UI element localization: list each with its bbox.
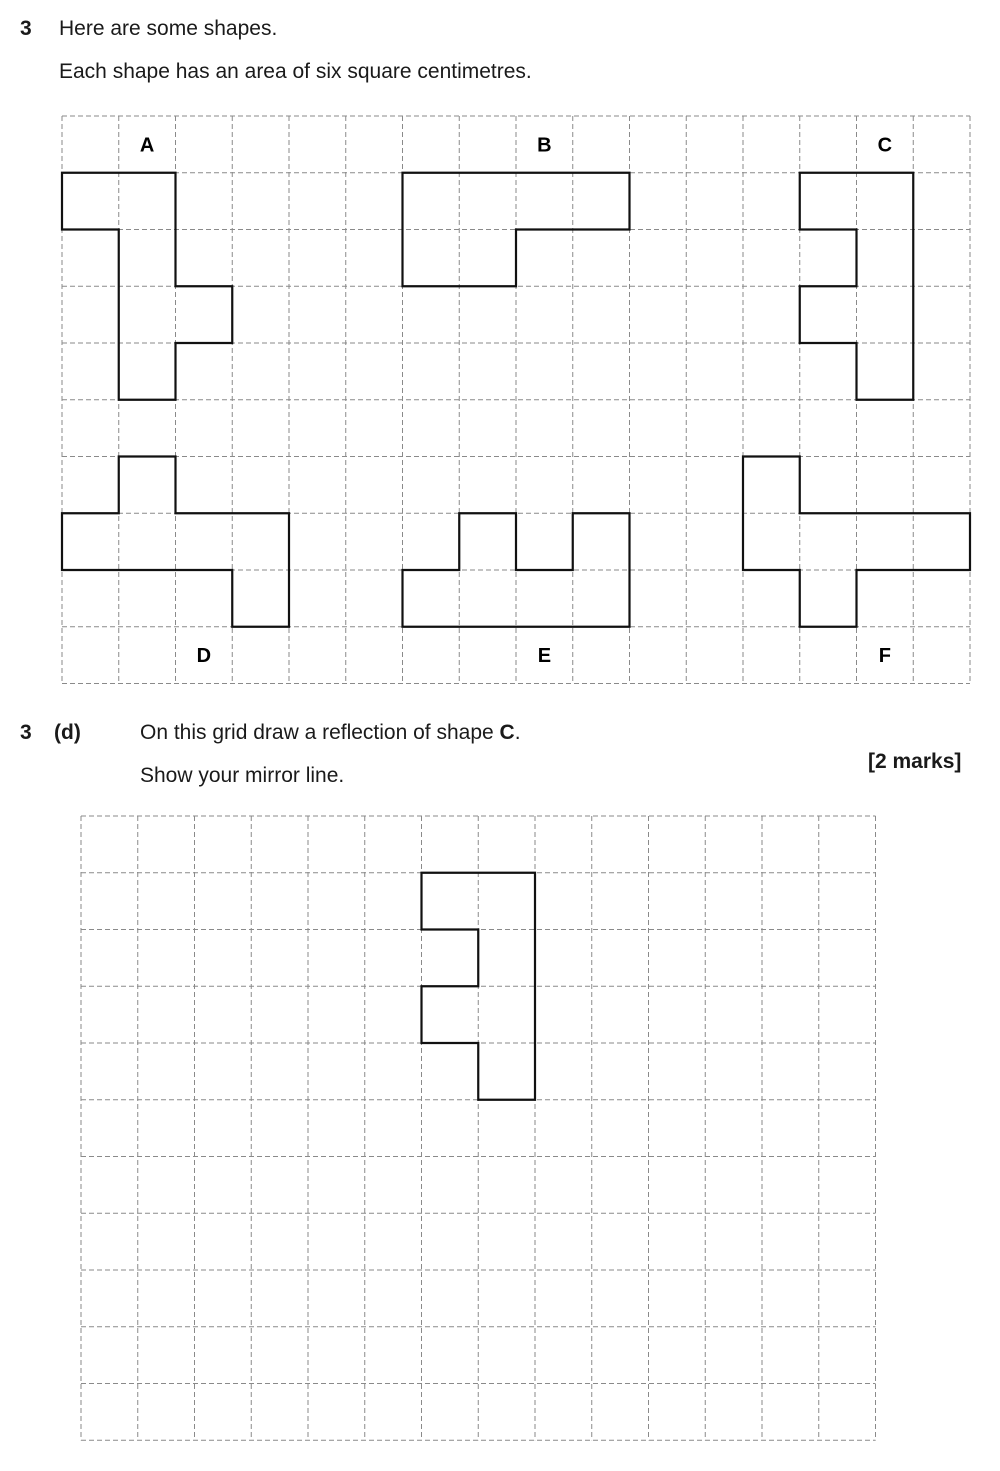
- shape-a-label: A: [139, 134, 155, 157]
- shape-e-outline: [403, 513, 630, 627]
- shape-d: [62, 457, 289, 668]
- shape-f-label: F: [878, 645, 891, 668]
- part-instruction-shape: C: [499, 721, 515, 744]
- shape-b-label: B: [537, 134, 552, 157]
- part-question-number: 3: [20, 721, 32, 744]
- answer-grid[interactable]: [0, 800, 1000, 1460]
- part-instruction-text: On this grid draw a reflection of shape: [140, 721, 500, 744]
- shape-c-label: C: [877, 134, 893, 157]
- question-intro-line2: Each shape has an area of six square centimetres.: [59, 60, 532, 83]
- marks-badge: [2 marks]: [868, 750, 962, 773]
- shapes-grid-lines: [62, 116, 970, 684]
- shapes-grid: [0, 0, 1000, 700]
- part-instruction-end: .: [514, 721, 521, 744]
- part-label: (d): [54, 721, 81, 744]
- answer-grid-lines: [81, 816, 876, 1440]
- shape-d-label: D: [196, 645, 212, 668]
- part-instruction-line2: Show your mirror line.: [140, 764, 345, 787]
- shape-a: [62, 134, 232, 399]
- part-instruction: [140, 721, 521, 745]
- shape-e-label: E: [537, 645, 552, 668]
- question-intro-line1: Here are some shapes.: [59, 17, 278, 40]
- question-number: 3: [20, 17, 32, 40]
